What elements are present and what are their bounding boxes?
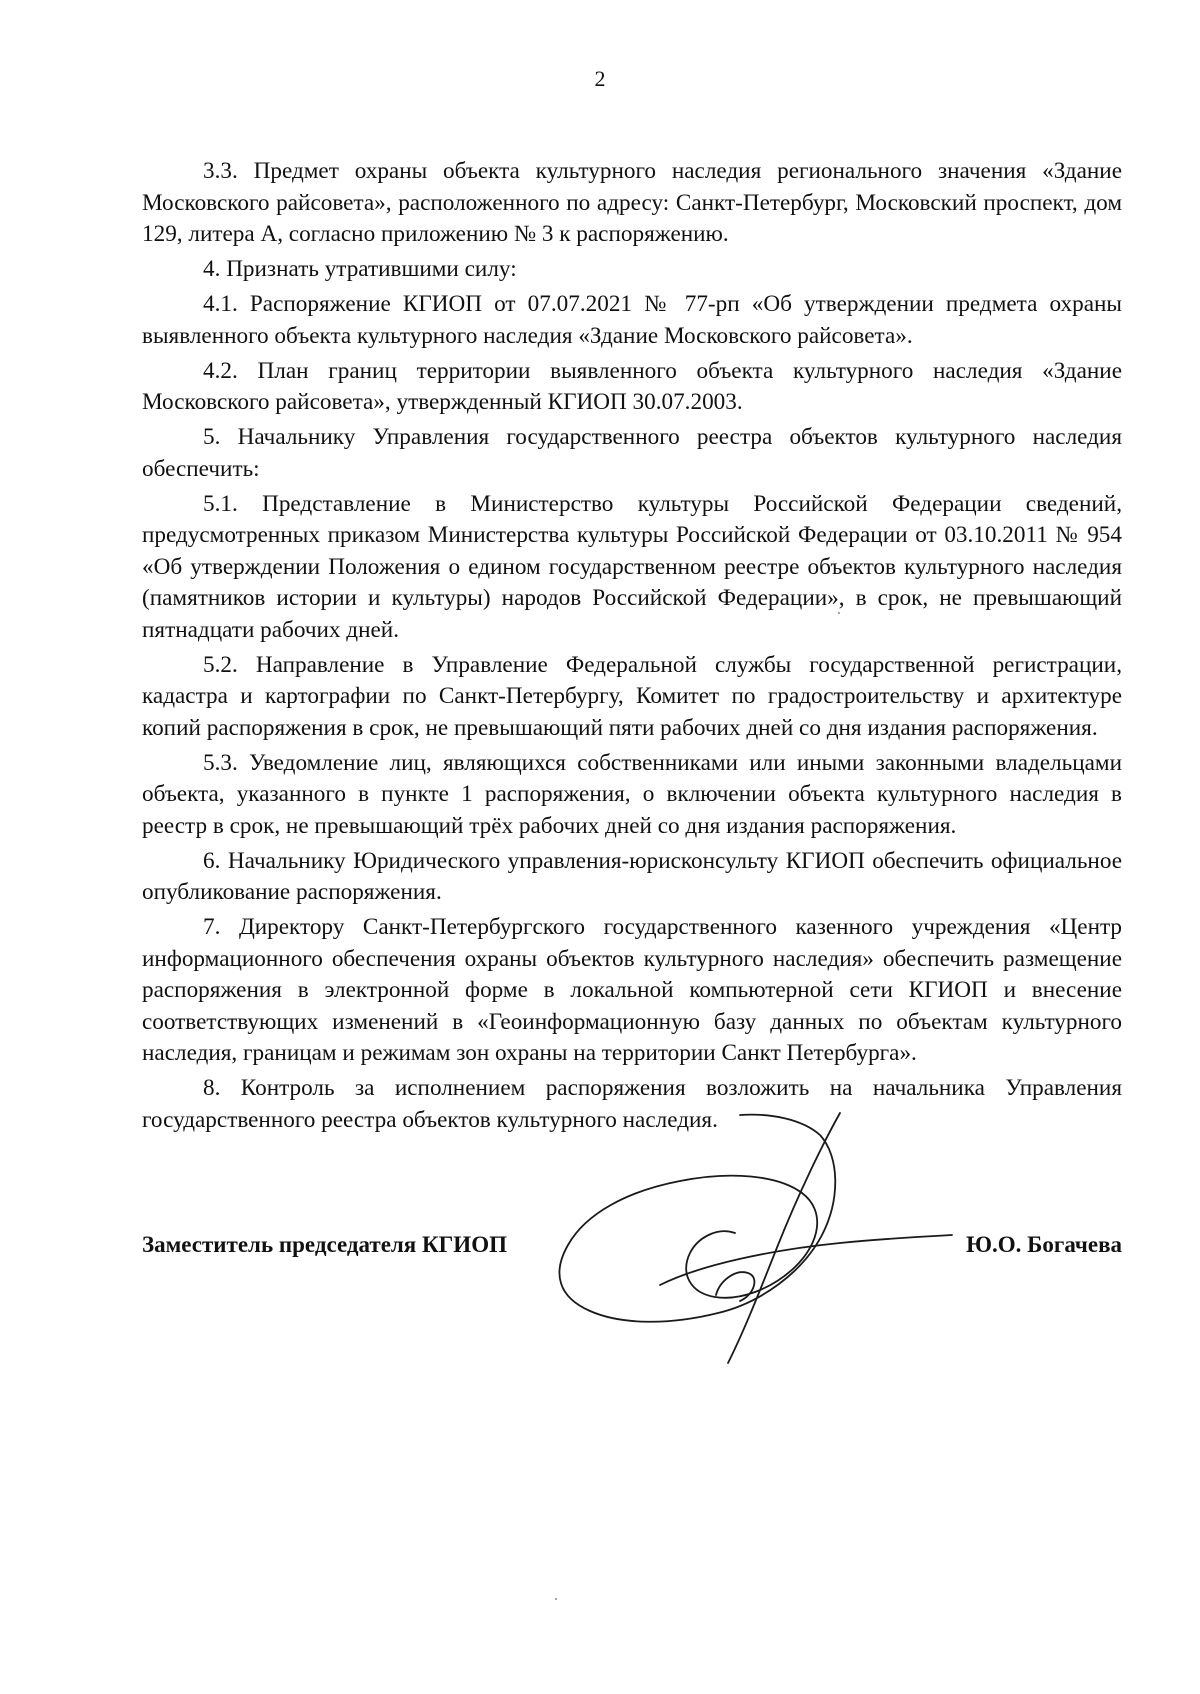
paragraph-7: 7. Директору Санкт-Петербургского государственного казенного учреждения «Центр информационного обеспечения охраны объектов культурного наследия» обеспечить размещение распоряжения в электронной форме в локальной компьютерной сети КГИОП и внесение соответствующих изменений в «Геоинформационную базу данных по объектам культурного наследия, границам и режимам зон охраны на территории Санкт Петербурга». [142, 914, 1122, 1066]
paragraph-4-2: 4.2. План границ территории выявленного объекта культурного наследия «Здание Московского райсовета», утвержденный КГИОП 30.07.2003. [142, 357, 1122, 415]
paragraph-4: 4. Признать утратившими силу: [203, 256, 517, 282]
document-body [142, 156, 1122, 1140]
paragraph-6: 6. Начальнику Юридического управления-юрисконсульту КГИОП обеспечить официальное опубликование распоряжения. [142, 847, 1122, 905]
scan-speck [555, 1598, 557, 1600]
paragraph-8: 8. Контроль за исполнением распоряжения возложить на начальника Управления государственного реестра объектов культурного наследия. [142, 1075, 1122, 1133]
scan-speck [838, 612, 840, 614]
paragraph-5-2: 5.2. Направление в Управление Федеральной службы государственной регистрации, кадастра и картографии по Санкт-Петербургу, Комитет по градостроительству и архитектуре копий распоряжения в срок, не превышающий пяти рабочих дней со дня издания распоряжения. [142, 651, 1122, 741]
paragraph-5-3: 5.3. Уведомление лиц, являющихся собственниками или иными законными владельцами объекта, указанного в пункте 1 распоряжения, о включении объекта культурного наследия в реестр в срок, не превышающий трёх рабочих дней со дня издания распоряжения. [142, 749, 1122, 839]
signatory-name: Ю.О. Богачева [966, 1232, 1122, 1257]
page-number: 2 [594, 66, 606, 91]
paragraph-5-1: 5.1. Представление в Министерство культуры Российской Федерации сведений, предусмотренных приказом Министерства культуры Российской Федерации от 03.10.2011 № 954 «Об утверждении Положения о едином государственном реестре объектов культурного наследия (памятников истории и культуры) народов Российской Федерации», в срок, не превышающий пятнадцати рабочих дней. [142, 490, 1122, 643]
paragraph-3-3: 3.3. Предмет охраны объекта культурного наследия регионального значения «Здание Московского райсовета», расположенного по адресу: Санкт-Петербург, Московский проспект, дом 129, литера А, согласно приложению № 3 к распоряжению. [142, 158, 1122, 247]
paragraph-4-1: 4.1. Распоряжение КГИОП от 07.07.2021 № 77-рп «Об утверждении предмета охраны выявленного объекта культурного наследия «Здание Московского райсовета». [142, 291, 1122, 349]
paragraph-5: 5. Начальнику Управления государственного реестра объектов культурного наследия обеспечить: [142, 424, 1122, 482]
signature-block [142, 1232, 1122, 1272]
signatory-position: Заместитель председателя КГИОП [142, 1232, 507, 1257]
